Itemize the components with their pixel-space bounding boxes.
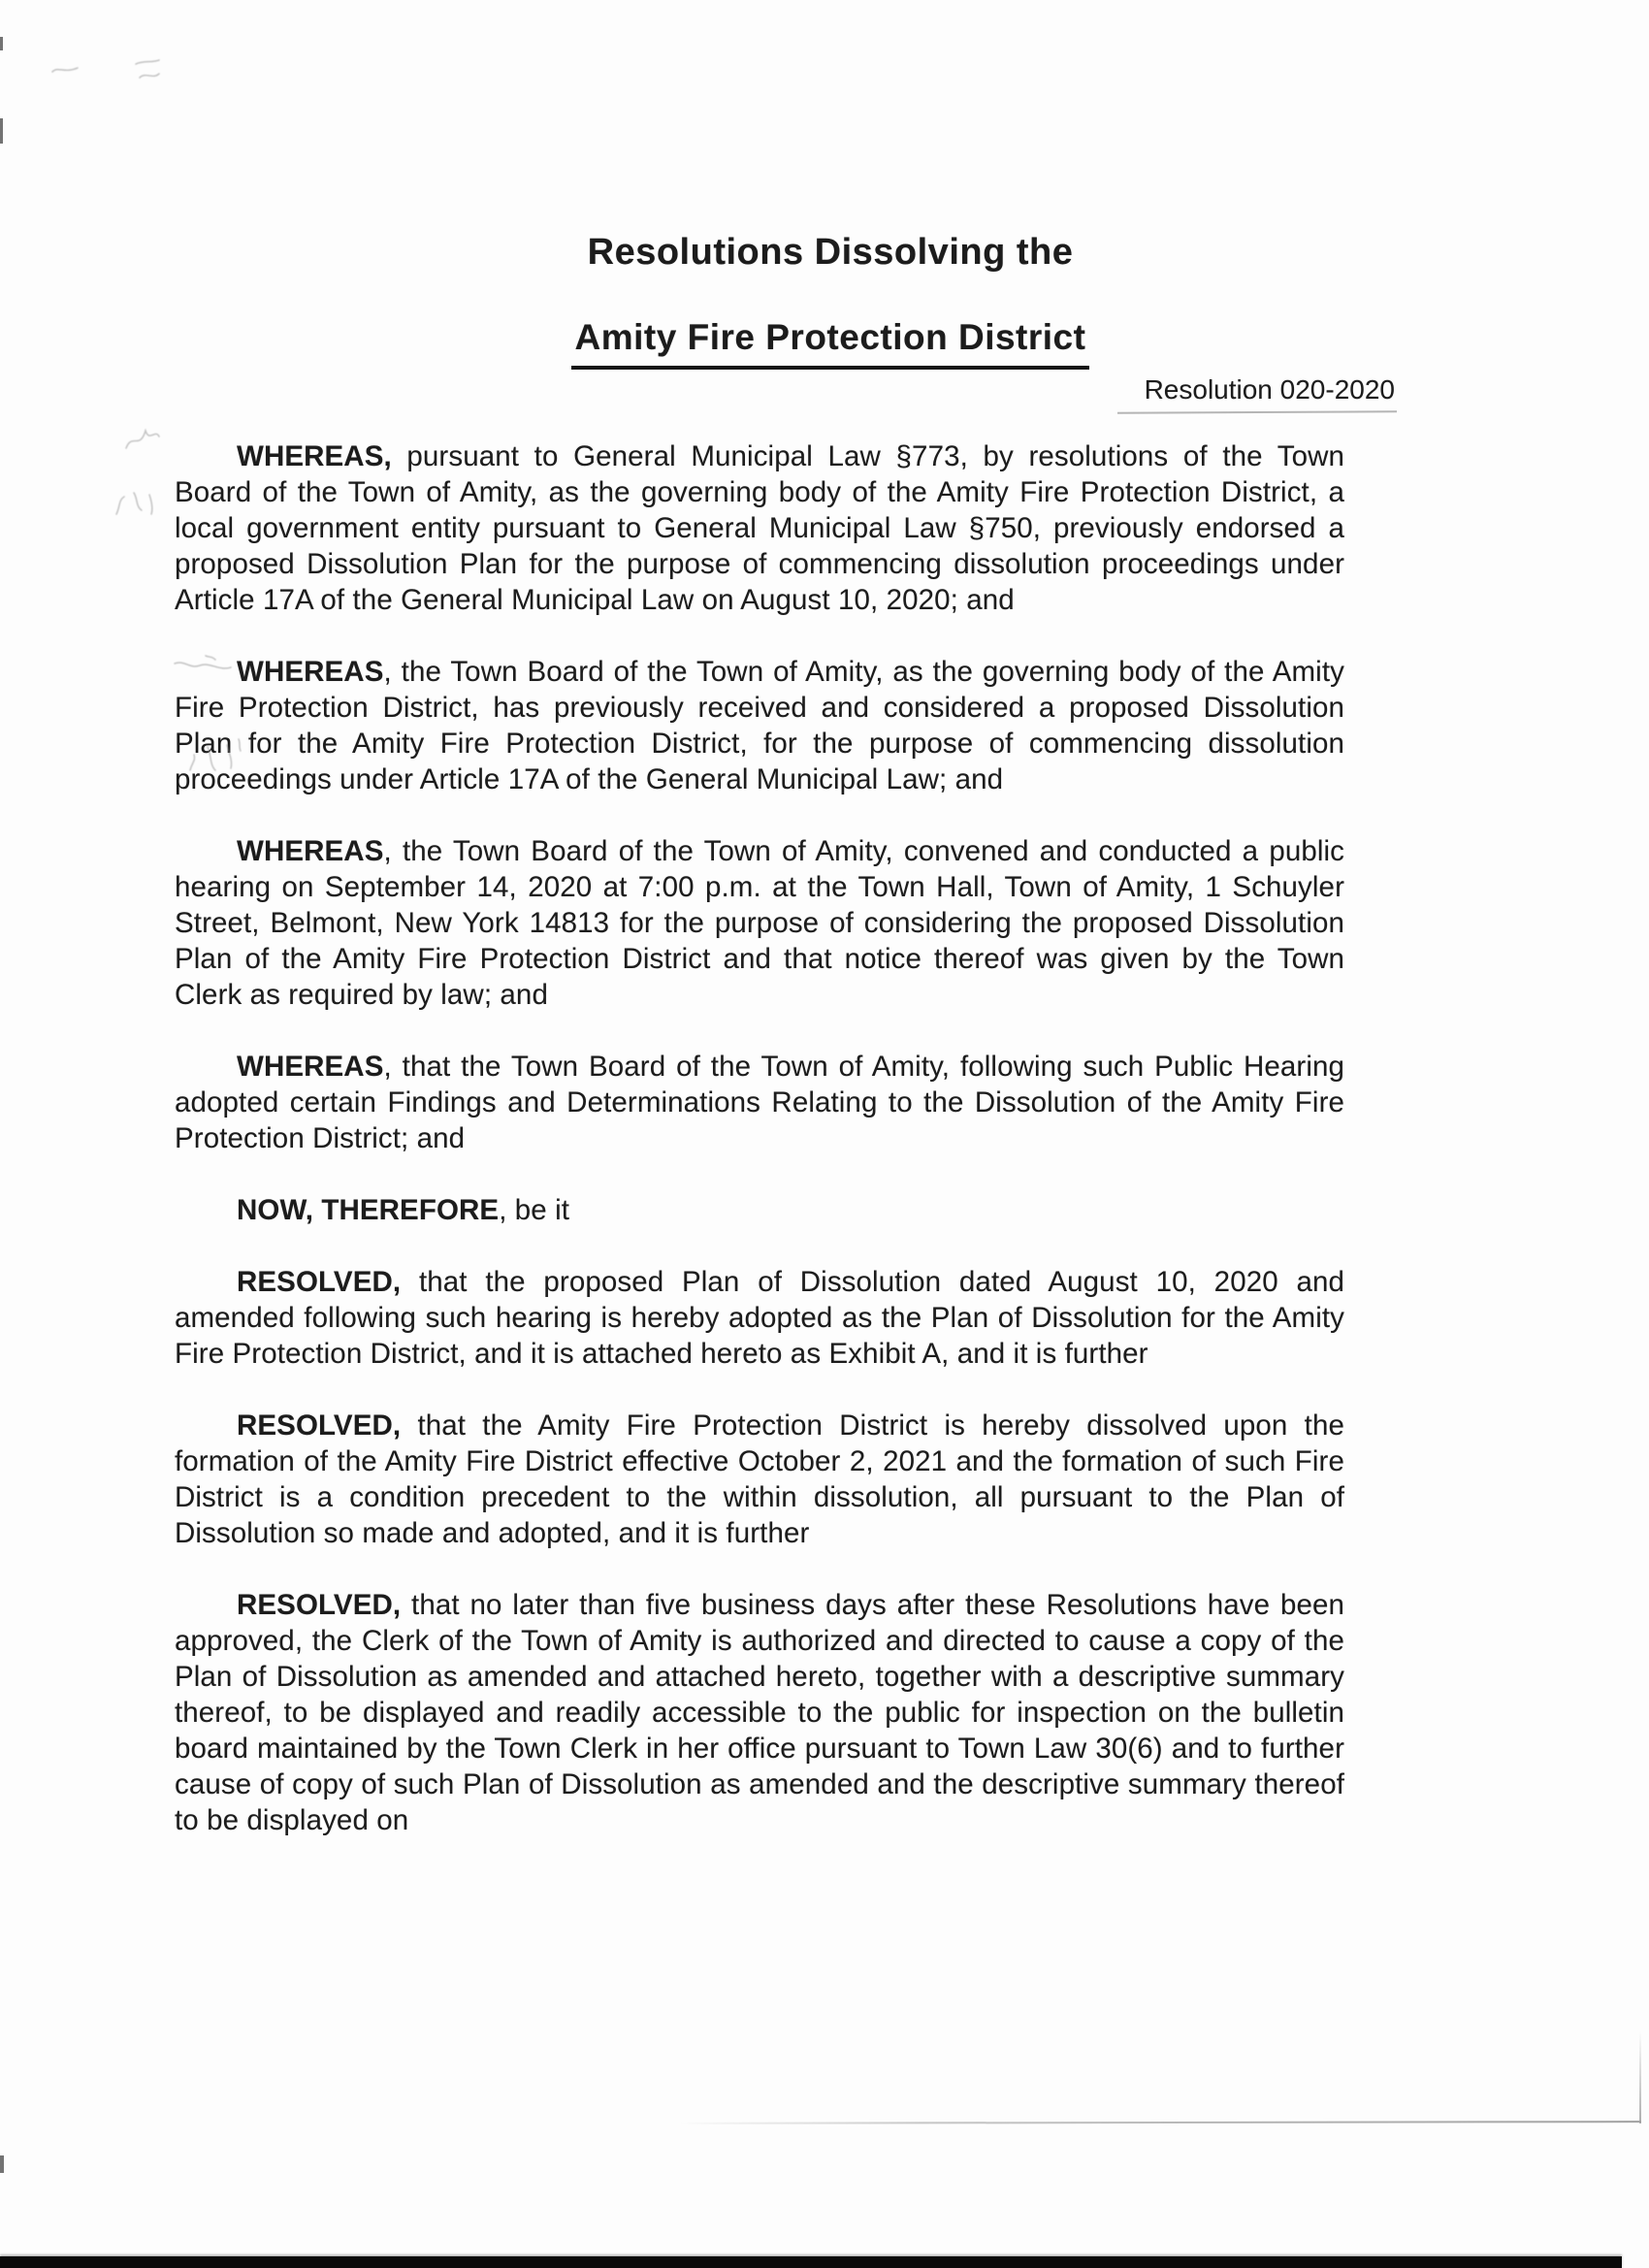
now-therefore-text: , be it	[499, 1194, 570, 1226]
resolved-text-2: that the Amity Fire Protection District is hereby dissolved upon the formation of the Amity Fire District effective October 2, 2021 and the formation of such Fire District is a condition precedent to the within dissolution, all pursuant to the Plan of Dissolution so made and adopted, and it is further	[175, 1409, 1344, 1549]
whereas-clause-1	[175, 438, 1344, 618]
margin-smudge-4	[111, 485, 159, 522]
whereas-text-1: pursuant to General Municipal Law §773, by resolutions of the Town Board of the Town of Amity, as the governing body of the Amity Fire Protection District, a local government entity pursuant to General Municipal Law §750, previously endorsed a proposed Dissolution Plan for the purpose of commencing dissolution proceedings under Article 17A of the General Municipal Law on August 10, 2020; and	[175, 440, 1344, 616]
resolved-lead-3: RESOLVED,	[237, 1589, 402, 1621]
resolution-number: Resolution 020-2020	[1144, 374, 1395, 405]
resolved-clause-2	[175, 1408, 1344, 1551]
whereas-lead-1: WHEREAS,	[237, 440, 392, 472]
resolved-clause-1	[175, 1264, 1344, 1372]
scan-edge-tick-2	[0, 118, 3, 144]
document-body	[175, 438, 1344, 1874]
paper-edge-vertical	[1639, 2031, 1641, 2123]
whereas-clause-3	[175, 833, 1344, 1013]
resolution-number-underline	[1117, 410, 1397, 414]
whereas-clause-2	[175, 654, 1344, 797]
resolved-text-3: that no later than five business days after these Resolutions have been approved, the Clerk of the Town of Amity is authorized and directed to cause a copy of the Plan of Dissolution as amended and attached hereto, together with a descriptive summary thereof, to be displayed and readily accessible to the public for inspection on the bulletin board maintained by the Town Clerk in her office pursuant to Town Law 30(6) and to further cause of copy of such Plan of Dissolution as amended and the descriptive summary thereof to be displayed on	[175, 1589, 1344, 1836]
now-therefore-lead: NOW, THEREFORE	[237, 1194, 500, 1226]
resolved-clause-3	[175, 1587, 1344, 1838]
margin-smudge-5	[171, 650, 235, 681]
paper-edge-horizontal	[679, 2121, 1641, 2124]
margin-smudge-3	[122, 423, 161, 456]
scan-edge-tick-3	[0, 2155, 4, 2173]
whereas-lead-4: WHEREAS	[237, 1051, 384, 1083]
whereas-clause-4	[175, 1049, 1344, 1156]
margin-smudge-2	[134, 58, 161, 83]
margin-smudge-6	[182, 731, 244, 778]
whereas-lead-3: WHEREAS	[237, 835, 384, 867]
whereas-lead-2: WHEREAS	[237, 656, 384, 688]
margin-smudge-1	[50, 60, 80, 78]
whereas-text-3: , the Town Board of the Town of Amity, convened and conducted a public hearing on September 14, 2020 at 7:00 p.m. at the Town Hall, Town of Amity, 1 Schuyler Street, Belmont, New York 14813 for the purpose of considering the proposed Dissolution Plan of the Amity Fire Protection District and that notice thereof was given by the Town Clerk as required by law; and	[175, 835, 1344, 1011]
now-therefore-clause	[175, 1192, 1344, 1228]
whereas-text-4: , that the Town Board of the Town of Amity, following such Public Hearing adopted certain Findings and Determinations Relating to the Dissolution of the Amity Fire Protection District; and	[175, 1051, 1344, 1154]
document-title-line2	[175, 316, 1486, 370]
scanner-edge-bar	[0, 2256, 1622, 2268]
resolved-lead-1: RESOLVED,	[237, 1266, 402, 1298]
resolved-text-1: that the proposed Plan of Dissolution dated August 10, 2020 and amended following such hearing is hereby adopted as the Plan of Dissolution for the Amity Fire Protection District, and it is attached hereto as Exhibit A, and it is further	[175, 1266, 1344, 1370]
resolved-lead-2: RESOLVED,	[237, 1409, 402, 1442]
scan-edge-tick-1	[0, 37, 3, 50]
document-title-line1: Resolutions Dissolving the	[587, 232, 1074, 273]
whereas-text-2: , the Town Board of the Town of Amity, as the governing body of the Amity Fire Protection District, has previously received and considered a proposed Dissolution Plan for the Amity Fire Protection District, for the purpose of commencing dissolution proceedings under Article 17A of the General Municipal Law; and	[175, 656, 1344, 795]
underlined-title-text: Amity Fire Protection District	[571, 316, 1090, 370]
